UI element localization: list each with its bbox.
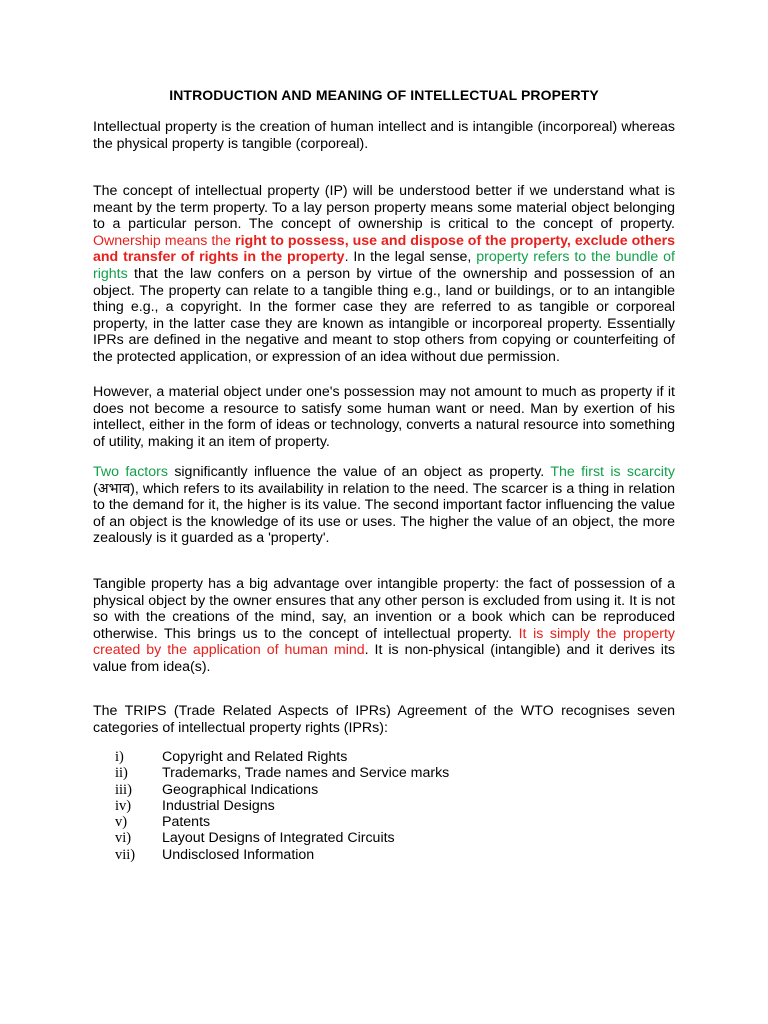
two-factors-highlight: Two factors (93, 464, 168, 480)
tangible-text: Tangible property has a big advantage over intangible property: the fact of possession of a physical object by the owner ensures that any other person is excluded from using it. It is not so with the creations of the mind, say, an invention or a book which can be reproduced otherwise. This brings us to the concept of intellectual property. (93, 576, 675, 642)
list-item-text: Layout Designs of Integrated Circuits (162, 830, 395, 847)
paragraph-intro: Intellectual property is the creation of human intellect and is intangible (incorporeal) whereas the physical property is tangible (corporeal). (93, 119, 675, 152)
document-title: INTRODUCTION AND MEANING OF INTELLECTUAL PROPERTY (169, 87, 599, 103)
scarcity-text: (अभाव), which refers to its availability in relation to the need. The scarcer is a thing in relation to the demand for it, the higher is its value. The second important factor influencing the value of an object is the knowledge of its use or uses. The higher the value of an object, the more zealously is it guarded as a 'property'. (93, 480, 675, 547)
list-item-number: v) (115, 814, 128, 831)
paragraph-two-factors (93, 464, 675, 547)
list-item-text: Copyright and Related Rights (162, 749, 348, 765)
list-item-text: Industrial Designs (162, 797, 275, 814)
list-item-number: ii) (115, 765, 128, 782)
paragraph-trips: The TRIPS (Trade Related Aspects of IPRs) Agreement of the WTO recognises seven categories of intellectual property rights (IPRs): (93, 703, 675, 736)
paragraph-material-object: However, a material object under one's possession may not amount to much as property if it does not become a resource to satisfy some human want or need. Man by exertion of his intellect, either in the form of ideas or technology, converts a natural resource into something of utility, making it an item of property. (93, 384, 675, 450)
list-item-number: iv) (115, 797, 132, 814)
list-item (115, 814, 449, 830)
ipr-categories-list (115, 749, 449, 863)
list-item-text: Undisclosed Information (162, 846, 315, 863)
two-factors-text: significantly influence the value of an object as property. (174, 464, 545, 480)
list-item (115, 782, 449, 798)
list-item-text: Patents (162, 814, 211, 831)
tangible-remainder: . It is non-physical (intangible) and it derives its value from idea(s). (93, 642, 675, 675)
list-item (115, 847, 449, 863)
list-item (115, 830, 449, 846)
concept-remainder: that the law confers on a person by virtue of the ownership and possession of an object. The property can relate to a tangible thing e.g., land or buildings, or to an intangible thing e.g., a copyright. In the former case they are referred to as tangible or corporeal property, in the latter case they are known as intangible or incorporeal property. Essentially IPRs are defined in the negative and meant to stop others from copying or counterfeiting of the protected application, or expression of an idea without due permission. (93, 265, 675, 365)
paragraph-concept (93, 183, 675, 366)
ownership-definition: right to possess, use and dispose of the property, exclude others and transfer of rights in the property (93, 232, 676, 266)
list-item (115, 765, 449, 781)
list-item-number: vi) (115, 830, 132, 847)
list-item-number: vii) (115, 846, 136, 863)
paragraph-tangible (93, 576, 675, 676)
scarcity-highlight: The first is scarcity (550, 464, 675, 480)
list-item (115, 798, 449, 814)
list-item-number: iii) (115, 781, 132, 798)
list-item-text: Geographical Indications (162, 781, 319, 798)
list-item-number: i) (115, 749, 124, 765)
concept-text: The concept of intellectual property (IP) will be understood better if we understand what is meant by the term property. To a lay person property means some material object belonging to a particular person. The concept of ownership is critical to the concept of property. (93, 183, 675, 233)
intellectual-property-definition: It is simply the property created by the application of human mind (93, 625, 675, 659)
list-item (115, 749, 449, 765)
list-item-text: Trademarks, Trade names and Service marks (162, 765, 450, 782)
legal-sense-text: . In the legal sense, (344, 249, 472, 266)
property-definition: property refers to the bundle of rights (93, 249, 675, 282)
ownership-lead: Ownership means the (93, 232, 232, 249)
